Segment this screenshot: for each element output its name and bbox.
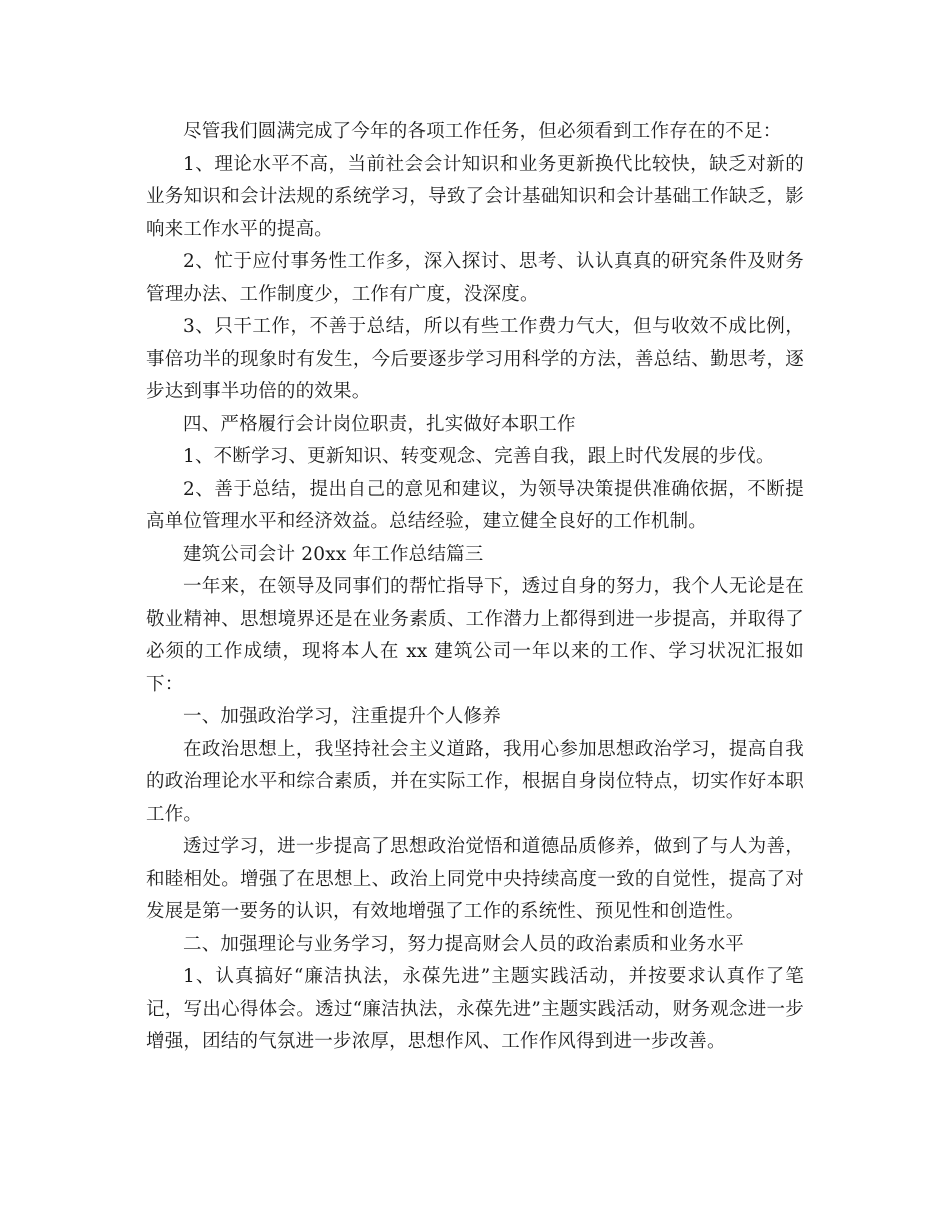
paragraph-study-results: 透过学习，进一步提高了思想政治觉悟和道德品质修养，做到了与人为善，和睦相处。增强了在思想上、政治上同党中央持续高度一致的自觉性，提高了对发展是第一要务的认识，有效地增强了工作的系统性、预见性和创造性。 [146, 836, 804, 922]
paragraph-year-review: 一年来，在领导及同事们的帮忙指导下，透过自身的努力，我个人无论是在敬业精神、思想境界还是在业务素质、工作潜力上都得到进一步提高，并取得了必须的工作成绩，现将本人在 xx 建筑公司一年以来的工作、学习状况汇报如下： [146, 576, 804, 695]
paragraph-shortcoming-2: 2、忙于应付事务性工作多，深入探讨、思考、认认真真的研究条件及财务管理办法、工作制度少，工作有广度，没深度。 [146, 251, 804, 305]
paragraph-duty-2: 2、善于总结，提出自己的意见和建议，为领导决策提供准确依据，不断提高单位管理水平和经济效益。总结经验，建立健全良好的工作机制。 [146, 478, 804, 532]
paragraph-duty-1: 1、不断学习、更新知识、转变观念、完善自我，跟上时代发展的步伐。 [183, 446, 775, 467]
paragraph-political-thought: 在政治思想上，我坚持社会主义道路，我用心参加思想政治学习，提高自我的政治理论水平和综合素质，并在实际工作，根据自身岗位特点，切实作好本职工作。 [146, 738, 804, 825]
section-heading-2: 二、加强理论与业务学习，努力提高财会人员的政治素质和业务水平 [183, 933, 745, 955]
document-body [146, 116, 804, 1059]
section-heading-1: 一、加强政治学习，注重提升个人修养 [183, 706, 501, 727]
paragraph-shortcoming-3: 3、只干工作，不善于总结，所以有些工作费力气大，但与收效不成比例，事倍功半的现象时有发生，今后要逐步学习用科学的方法，善总结、勤思考，逐步达到事半功倍的的效果。 [146, 316, 804, 402]
paragraph-shortcomings-intro: 尽管我们圆满完成了今年的各项工作任务，但必须看到工作存在的不足： [183, 121, 782, 142]
article-title-part-3: 建筑公司会计 20xx 年工作总结篇三 [183, 543, 484, 565]
section-heading-4: 四、严格履行会计岗位职责，扎实做好本职工作 [183, 413, 576, 435]
paragraph-shortcoming-1: 1、理论水平不高，当前社会会计知识和业务更新换代比较快，缺乏对新的业务知识和会计法规的系统学习，导致了会计基础知识和会计基础工作缺乏，影响来工作水平的提高。 [146, 153, 804, 240]
paragraph-practice-activity: 1、认真搞好“廉洁执法，永葆先进”主题实践活动，并按要求认真作了笔记，写出心得体会。透过“廉洁执法，永葆先进”主题实践活动，财务观念进一步增强，团结的气氛进一步浓厚，思想作风、工作作风得到进一步改善。 [146, 966, 804, 1052]
